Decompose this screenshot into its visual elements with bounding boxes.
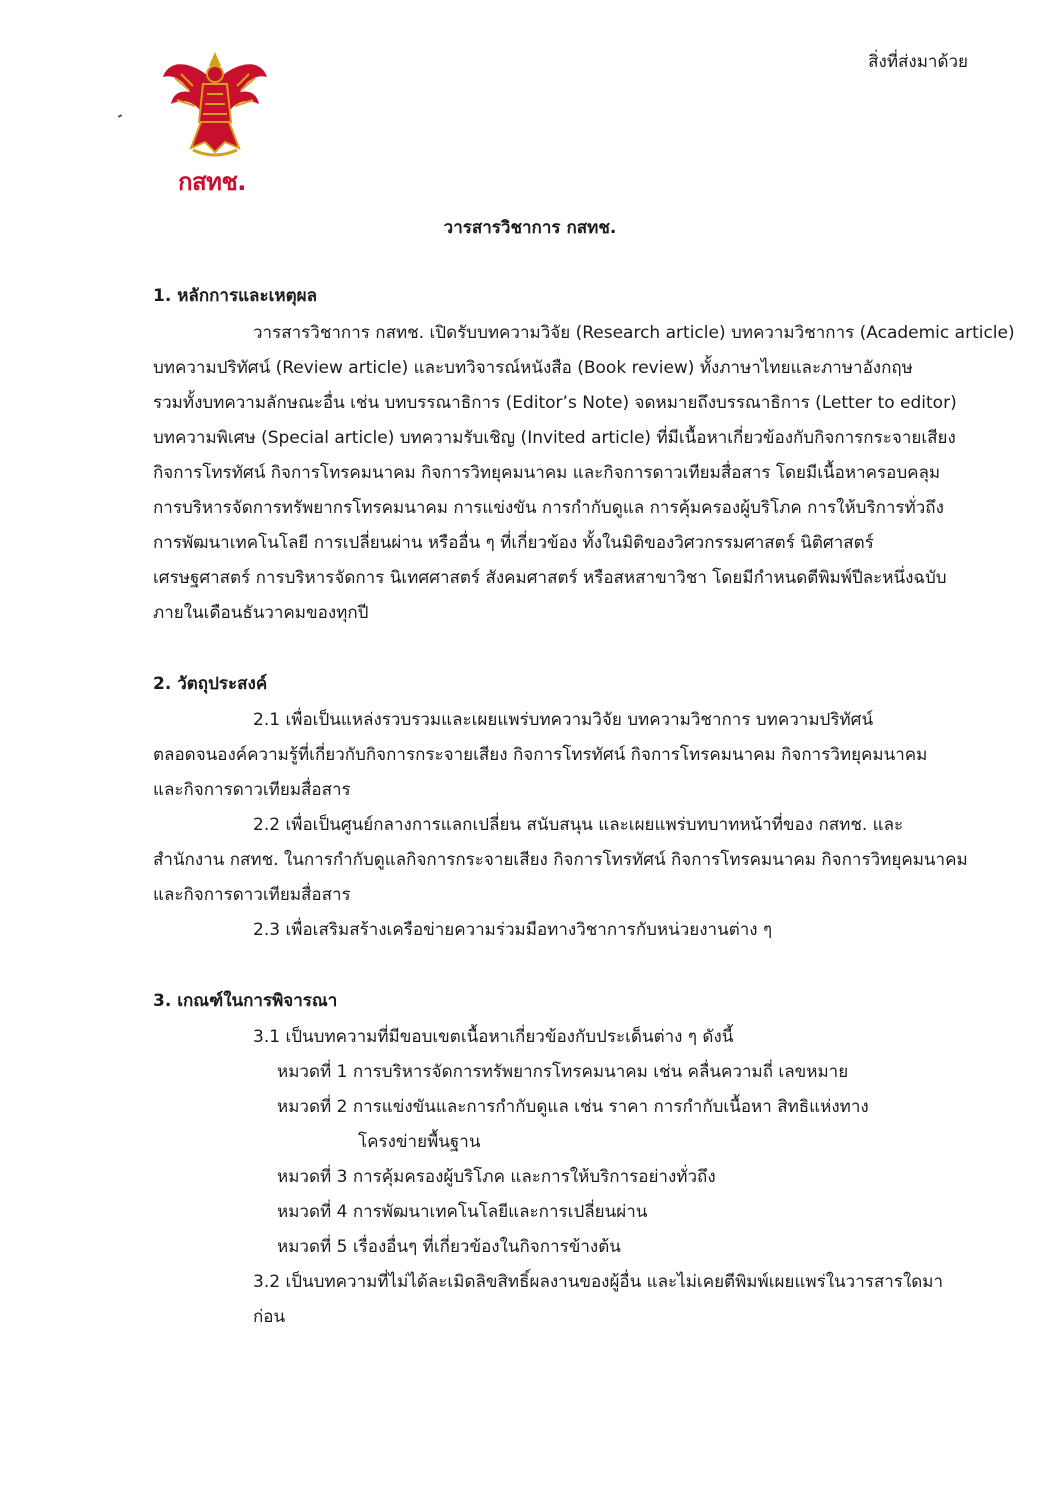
text-line: ภายในเดือนธันวาคมของทุกปี	[153, 603, 369, 623]
text-line: บทความปริทัศน์ (Review article) และบทวิจารณ์หนังสือ (Book review) ทั้งภาษาไทยและภาษาอังกฤษ	[153, 358, 913, 378]
attachment-note: สิ่งที่ส่งมาด้วย	[868, 52, 968, 72]
document-body	[153, 283, 1015, 1335]
text-line: 2.1 เพื่อเป็นแหล่งรวบรวมและเผยแพร่บทความวิจัย บทความวิชาการ บทความปริทัศน์	[253, 710, 874, 730]
criteria-item: 3.2 เป็นบทความที่ไม่ได้ละเมิดลิขสิทธิ์ผลงานของผู้อื่น และไม่เคยตีพิมพ์เผยแพร่ในวารสารใดมาก่อน	[253, 1272, 944, 1327]
scan-speck	[118, 114, 122, 118]
logo-wordmark: กสทช.	[178, 168, 246, 196]
objective-item	[153, 808, 971, 913]
category-item: หมวดที่ 3 การคุ้มครองผู้บริโภค และการให้บริการอย่างทั่วถึง	[277, 1167, 716, 1187]
text-line: สำนักงาน กสทช. ในการกำกับดูแลกิจการกระจายเสียง กิจการโทรทัศน์ กิจการโทรคมนาคม กิจการวิทยุคมนาคม	[153, 850, 968, 870]
section-criteria	[153, 988, 971, 1335]
text-line: กิจการโทรทัศน์ กิจการโทรคมนาคม กิจการวิทยุคมนาคม และกิจการดาวเทียมสื่อสาร โดยมีเนื้อหาครอบคลุม	[153, 463, 941, 483]
text-line: ตลอดจนองค์ความรู้ที่เกี่ยวกับกิจการกระจายเสียง กิจการโทรทัศน์ กิจการโทรคมนาคม กิจการวิทยุคมนาคม	[153, 745, 928, 765]
section-heading: 1. หลักการและเหตุผล	[153, 286, 318, 306]
category-item: หมวดที่ 5 เรื่องอื่นๆ ที่เกี่ยวข้องในกิจการข้างต้น	[277, 1237, 621, 1257]
category-item: หมวดที่ 2 การแข่งขันและการกำกับดูแล เช่น ราคา การกำกับเนื้อหา สิทธิแห่งทาง	[277, 1097, 869, 1117]
section-principles	[153, 283, 1015, 631]
criteria-item: 3.1 เป็นบทความที่มีขอบเขตเนื้อหาเกี่ยวข้องกับประเด็นต่าง ๆ ดังนี้	[253, 1027, 734, 1047]
category-item: หมวดที่ 1 การบริหารจัดการทรัพยากรโทรคมนาคม เช่น คลื่นความถี่ เลขหมาย	[277, 1062, 849, 1082]
section-heading: 2. วัตถุประสงค์	[153, 674, 268, 694]
category-continuation: โครงข่ายพื้นฐาน	[358, 1132, 481, 1152]
objective-item	[153, 913, 971, 948]
text-line: บทความพิเศษ (Special article) บทความรับเชิญ (Invited article) ที่มีเนื้อหาเกี่ยวข้องกับกิจการกระจายเสียง	[153, 428, 956, 448]
section-heading: 3. เกณฑ์ในการพิจารณา	[153, 991, 338, 1011]
objective-item	[153, 703, 971, 808]
text-line: วารสารวิชาการ กสทช. เปิดรับบทความวิจัย (Research article) บทความวิชาการ (Academic article)	[253, 323, 1015, 343]
text-line: การพัฒนาเทคโนโลยี การเปลี่ยนผ่าน หรืออื่น ๆ ที่เกี่ยวข้อง ทั้งในมิติของวิศวกรรมศาสตร์ นิติศาสตร์	[153, 533, 874, 553]
text-line: 2.2 เพื่อเป็นศูนย์กลางการแลกเปลี่ยน สนับสนุน และเผยแพร่บทบาทหน้าที่ของ กสทช. และ	[253, 815, 904, 835]
section-objectives	[153, 671, 971, 948]
paragraph	[153, 316, 1015, 631]
text-line: รวมทั้งบทความลักษณะอื่น เช่น บทบรรณาธิการ (Editor’s Note) จดหมายถึงบรรณาธิการ (Letter to editor)	[153, 393, 957, 413]
text-line: และกิจการดาวเทียมสื่อสาร	[153, 780, 351, 800]
text-line: และกิจการดาวเทียมสื่อสาร	[153, 885, 351, 905]
category-item: หมวดที่ 4 การพัฒนาเทคโนโลยีและการเปลี่ยนผ่าน	[277, 1202, 648, 1222]
text-line: การบริหารจัดการทรัพยากรโทรคมนาคม การแข่งขัน การกำกับดูแล การคุ้มครองผู้บริโภค การให้บริการทั่วถึง	[153, 498, 944, 518]
document-title: วารสารวิชาการ กสทช.	[443, 218, 617, 238]
text-line: 2.3 เพื่อเสริมสร้างเครือข่ายความร่วมมือทางวิชาการกับหน่วยงานต่าง ๆ	[253, 920, 773, 940]
text-line: เศรษฐศาสตร์ การบริหารจัดการ นิเทศศาสตร์ สังคมศาสตร์ หรือสหสาขาวิชา โดยมีกำหนดตีพิมพ์ปีละหนึ่งฉบับ	[153, 568, 947, 588]
